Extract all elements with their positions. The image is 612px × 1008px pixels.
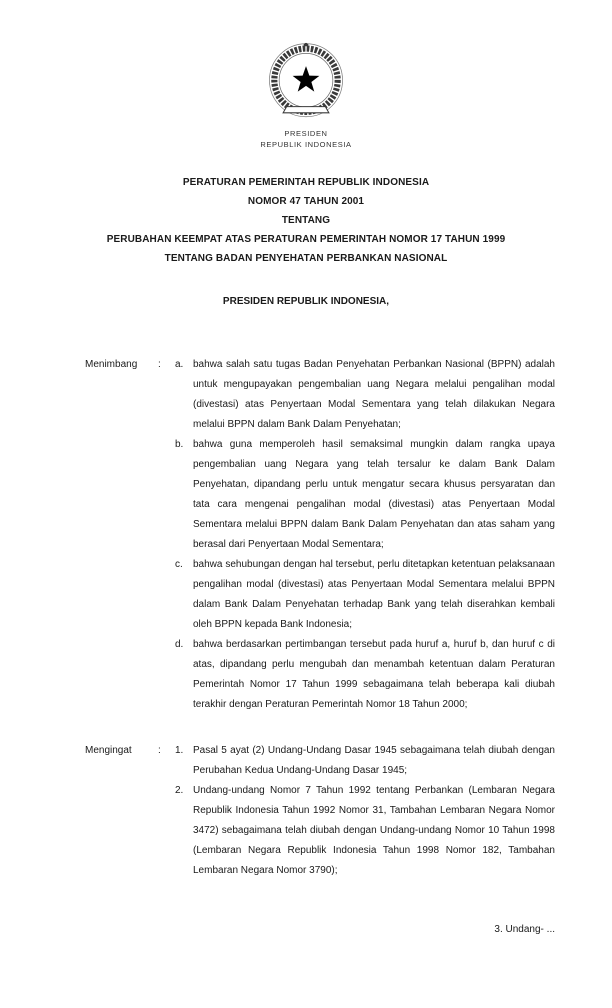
section-separator: : (158, 358, 161, 370)
item-marker: c. (175, 558, 183, 570)
regulation-title (0, 173, 612, 268)
item-marker: d. (175, 638, 184, 650)
list-item (175, 635, 555, 715)
list-item (175, 741, 555, 781)
document-header (0, 0, 612, 151)
opening-phrase: PRESIDEN REPUBLIK INDONESIA, (222, 295, 390, 307)
section-menimbang (85, 355, 555, 715)
section-label: Mengingat (85, 744, 132, 756)
list-item (175, 555, 555, 635)
section-mengingat (85, 741, 555, 881)
item-text: bahwa guna memperoleh hasil semaksimal mungkin dalam rangka upaya pengembalian uang Negara yang telah tersalur ke dalam Bank Dalam Penyehatan, dipandang perlu untuk mengatur secara khusus persyaratan dan tata cara mengenai pengalihan modal (divestasi) atas Penyertaan Modal Sementara melalui BPPN dalam Bank Dalam Penyehatan dan atas saham yang berasal dari Penyertaan Modal Sementara; (193, 438, 555, 550)
item-text: Undang-undang Nomor 7 Tahun 1992 tentang Perbankan (Lembaran Negara Republik Indonesia Tahun 1992 Nomor 31, Tambahan Lembaran Negara Nomor 3472) sebagaimana telah diubah dengan Undang-undang Nomor 10 Tahun 1998 (Lembaran Negara Republik Indonesia Tahun 1998 Nomor 182, Tambahan Lembaran Negara Nomor 3790); (193, 784, 555, 876)
institution-line-presiden: PRESIDEN (284, 129, 328, 138)
item-marker: a. (175, 358, 184, 370)
institution-line-republik: REPUBLIK INDONESIA (260, 139, 352, 149)
section-items (175, 741, 555, 881)
item-text: bahwa salah satu tugas Badan Penyehatan Perbankan Nasional (BPPN) adalah untuk mengupayakan pengembalian uang Negara melalui pengalihan modal (divestasi) atas Penyertaan Modal Sementara yang telah dilakukan Negara melalui BPPN dalam Bank Dalam Penyehatan; (193, 358, 555, 430)
item-text: Pasal 5 ayat (2) Undang-Undang Dasar 1945 sebagaimana telah diubah dengan Perubahan Kedua Undang-Undang Dasar 1945; (193, 744, 555, 776)
title-line-2: NOMOR 47 TAHUN 2001 (247, 195, 365, 207)
title-line-1: PERATURAN PEMERINTAH REPUBLIK INDONESIA (182, 176, 430, 188)
item-marker: 2. (175, 784, 184, 796)
page-continuation-note: 3. Undang- ... (494, 924, 555, 935)
title-line-4: PERUBAHAN KEEMPAT ATAS PERATURAN PEMERINTAH NOMOR 17 TAHUN 1999 (106, 233, 506, 245)
title-line-5: TENTANG BADAN PENYEHATAN PERBANKAN NASIONAL (164, 252, 448, 264)
institution-name (260, 129, 351, 151)
item-text: bahwa berdasarkan pertimbangan tersebut pada huruf a, huruf b, dan huruf c di atas, dipandang perlu mengubah dan menambah ketentuan dalam Peraturan Pemerintah Nomor 17 Tahun 1999 sebagaimana telah beberapa kali diubah terakhir dengan Peraturan Pemerintah Nomor 18 Tahun 2000; (193, 638, 555, 710)
section-separator: : (158, 744, 161, 756)
section-items (175, 355, 555, 715)
document-body (85, 355, 555, 881)
item-text: bahwa sehubungan dengan hal tersebut, perlu ditetapkan ketentuan pelaksanaan pengalihan modal (divestasi) atas Penyertaan Modal Sementara melalui BPPN dalam Bank Dalam Penyehatan terhadap Bank yang telah diserahkan kembali oleh BPPN kepada Bank Indonesia; (193, 558, 555, 630)
title-line-3: TENTANG (281, 214, 331, 226)
list-item (175, 435, 555, 555)
item-marker: 1. (175, 744, 184, 756)
section-label: Menimbang (85, 358, 138, 370)
list-item (175, 355, 555, 435)
presidential-seal-icon (262, 38, 350, 126)
list-item (175, 781, 555, 881)
item-marker: b. (175, 438, 184, 450)
